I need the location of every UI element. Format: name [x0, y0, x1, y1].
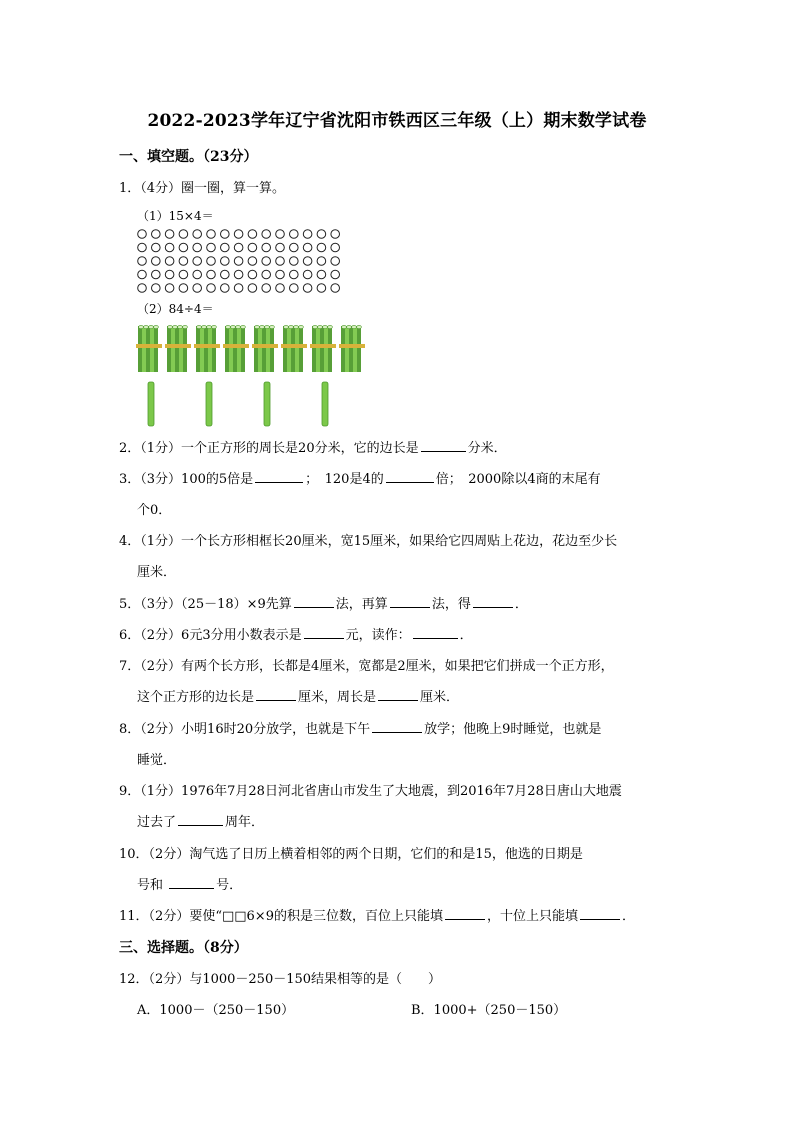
circle-dot	[138, 284, 147, 293]
q2-text-a: 2．（1分）一个正方形的周长是20分米，它的边长是	[119, 441, 419, 456]
circle-dot	[152, 257, 161, 266]
question-8-cont: 睡觉．	[137, 753, 177, 768]
circle-dot	[248, 243, 257, 252]
circle-dot	[193, 230, 202, 239]
question-8	[119, 718, 601, 737]
circle-dot	[221, 230, 230, 239]
section-fill-heading: 一、填空题。（23分）	[119, 149, 258, 165]
circle-dot	[221, 243, 230, 252]
circle-dot	[234, 284, 243, 293]
question-4-cont: 厘米．	[137, 565, 177, 580]
answer-blank[interactable]	[421, 439, 466, 452]
stick-bundle	[165, 325, 191, 372]
question-9: 9．（1分）1976年7月28日河北省唐山市发生了大地震，到2016年7月28日唐山大地震	[119, 784, 622, 799]
answer-blank[interactable]	[178, 813, 223, 826]
circle-dot	[248, 284, 257, 293]
question-11	[119, 905, 635, 924]
circle-dot	[276, 257, 285, 266]
question-6	[119, 624, 473, 643]
circle-dot	[331, 230, 340, 239]
circle-dot	[262, 230, 271, 239]
circle-dot	[303, 257, 312, 266]
circle-dot	[248, 257, 257, 266]
circle-dot	[193, 270, 202, 279]
answer-blank[interactable]	[169, 876, 214, 889]
circle-dot	[234, 243, 243, 252]
circle-dot	[152, 284, 161, 293]
q11-text-a: 11．（2分）要使“□□6×9的积是三位数，百位上只能填	[119, 909, 443, 924]
circle-dot	[193, 284, 202, 293]
circle-dot	[234, 230, 243, 239]
circle-dot	[276, 284, 285, 293]
answer-blank[interactable]	[294, 595, 334, 608]
circle-dot	[317, 230, 326, 239]
answer-blank[interactable]	[473, 595, 513, 608]
answer-blank[interactable]	[378, 688, 418, 701]
circle-dot	[331, 243, 340, 252]
circle-dot	[276, 230, 285, 239]
question-7-cont	[137, 686, 459, 705]
circle-dot	[290, 270, 299, 279]
question-7: 7．（2分）有两个长方形，长都是4厘米，宽都是2厘米，如果把它们拼成一个正方形，	[119, 659, 614, 674]
circle-dot	[179, 284, 188, 293]
q3-text-c: 倍； 2000除以4商的末尾有	[435, 472, 601, 487]
q7-text-d: 厘米．	[420, 690, 460, 705]
circle-dot	[193, 243, 202, 252]
q3-text-a: 3．（3分）100的5倍是	[119, 472, 254, 487]
circle-dot	[221, 270, 230, 279]
circle-dot	[165, 284, 174, 293]
single-stick	[148, 382, 154, 426]
circle-dot	[179, 230, 188, 239]
circle-dot	[317, 257, 326, 266]
circle-grid	[137, 228, 347, 296]
circle-dot	[138, 270, 147, 279]
circle-dot	[262, 270, 271, 279]
circle-dot	[207, 230, 216, 239]
circle-dot	[290, 243, 299, 252]
answer-blank[interactable]	[445, 907, 485, 920]
q5-text-b: 法，再算	[335, 597, 388, 612]
circle-dot	[165, 257, 174, 266]
stick-bundle	[281, 325, 307, 372]
circle-dot	[331, 270, 340, 279]
circle-dot	[276, 270, 285, 279]
circle-dot	[138, 257, 147, 266]
q10-text-c: 号．	[216, 878, 243, 893]
stick-bundle	[252, 325, 278, 372]
stick-bundle	[136, 325, 162, 372]
answer-blank[interactable]	[386, 470, 434, 483]
answer-blank[interactable]	[372, 720, 422, 733]
q8-text-a: 8．（2分）小明16时20分放学，也就是下午	[119, 722, 371, 737]
question-12: 12．（2分）与1000－250－150结果相等的是（ ）	[119, 972, 442, 987]
question-3-cont: 个0．	[137, 503, 172, 518]
circle-dot	[234, 257, 243, 266]
circle-dot	[221, 284, 230, 293]
option-a[interactable]: A．1000－（250－150）	[137, 1003, 295, 1018]
q6-text-c: ．	[459, 628, 473, 643]
question-4: 4．（1分）一个长方形相框长20厘米，宽15厘米，如果给它四周贴上花边，花边至少长	[119, 534, 618, 549]
circle-dot	[207, 270, 216, 279]
q6-text-b: 元，读作：	[345, 628, 411, 643]
circle-dot	[165, 270, 174, 279]
q11-text-b: ，十位上只能填	[486, 909, 578, 924]
page-title: 2022-2023学年辽宁省沈阳市铁西区三年级（上）期末数学试卷	[147, 111, 647, 131]
single-stick	[264, 382, 270, 426]
circle-dot	[138, 243, 147, 252]
circle-dot	[317, 270, 326, 279]
circle-dot	[262, 257, 271, 266]
q8-text-b: 放学；他晚上9时睡觉，也就是	[424, 722, 602, 737]
circle-dot	[290, 230, 299, 239]
circle-dot	[179, 243, 188, 252]
stick-bundle	[339, 325, 365, 372]
single-stick	[206, 382, 212, 426]
q5-text-c: 法，得	[431, 597, 471, 612]
circle-dot	[207, 284, 216, 293]
question-1-stem: 1．（4分）圈一圈，算一算。	[119, 181, 286, 196]
circle-dot	[303, 284, 312, 293]
answer-blank[interactable]	[304, 626, 344, 639]
q5-text-d: ．	[514, 597, 528, 612]
question-10: 10．（2分）淘气选了日历上横着相邻的两个日期，它们的和是15，他选的日期是	[119, 847, 583, 862]
q2-text-b: 分米．	[467, 441, 507, 456]
circle-dot	[303, 243, 312, 252]
option-b[interactable]: B．1000+（250－150）	[411, 1003, 567, 1018]
q9-text-c: 周年．	[225, 815, 265, 830]
q7-text-b: 这个正方形的边长是	[137, 690, 255, 705]
question-9-cont	[137, 811, 264, 830]
circle-dot	[207, 243, 216, 252]
question-2	[119, 437, 507, 456]
question-10-cont	[137, 874, 242, 893]
circle-dot	[248, 270, 257, 279]
circle-dot	[152, 270, 161, 279]
q10-text-b: 号和	[137, 878, 164, 893]
stick-bundle	[310, 325, 336, 372]
q3-text-b: ； 120是4的	[305, 472, 384, 487]
circle-dot	[290, 257, 299, 266]
circle-dot	[331, 284, 340, 293]
question-5	[119, 593, 528, 612]
circle-dot	[179, 257, 188, 266]
circle-dot	[221, 257, 230, 266]
stick-bundle	[194, 325, 220, 372]
stick-bundles-image	[132, 322, 367, 430]
circle-dot	[193, 257, 202, 266]
answer-blank[interactable]	[413, 626, 458, 639]
circle-dot	[262, 243, 271, 252]
circle-dot	[276, 243, 285, 252]
circle-dot	[331, 257, 340, 266]
circle-dot	[165, 230, 174, 239]
circle-dot	[152, 243, 161, 252]
answer-blank[interactable]	[580, 907, 620, 920]
circle-dot	[303, 270, 312, 279]
circle-dot	[152, 230, 161, 239]
circle-dot	[138, 230, 147, 239]
q6-text-a: 6．（2分）6元3分用小数表示是	[119, 628, 302, 643]
circle-dot	[317, 243, 326, 252]
q5-text-a: 5．（3分）（25－18）×9先算	[119, 597, 292, 612]
circle-dot	[303, 230, 312, 239]
circle-dot	[317, 284, 326, 293]
answer-blank[interactable]	[256, 688, 296, 701]
circle-dot	[248, 230, 257, 239]
answer-blank[interactable]	[255, 470, 303, 483]
question-1-part-2: （2）84÷4＝	[137, 302, 214, 316]
q7-text-c: 厘米，周长是	[298, 690, 377, 705]
stick-bundle	[223, 325, 249, 372]
circle-dot	[234, 270, 243, 279]
circle-dot	[165, 243, 174, 252]
circle-dot	[179, 270, 188, 279]
section-choice-heading: 三、选择题。（8分）	[119, 940, 248, 956]
q9-text-b: 过去了	[137, 815, 177, 830]
single-stick	[322, 382, 328, 426]
q11-text-c: ．	[621, 909, 635, 924]
circle-dot	[290, 284, 299, 293]
circle-dot	[262, 284, 271, 293]
question-1-part-1: （1）15×4＝	[137, 209, 214, 223]
answer-blank[interactable]	[390, 595, 430, 608]
question-3	[119, 468, 601, 487]
circle-dot	[207, 257, 216, 266]
